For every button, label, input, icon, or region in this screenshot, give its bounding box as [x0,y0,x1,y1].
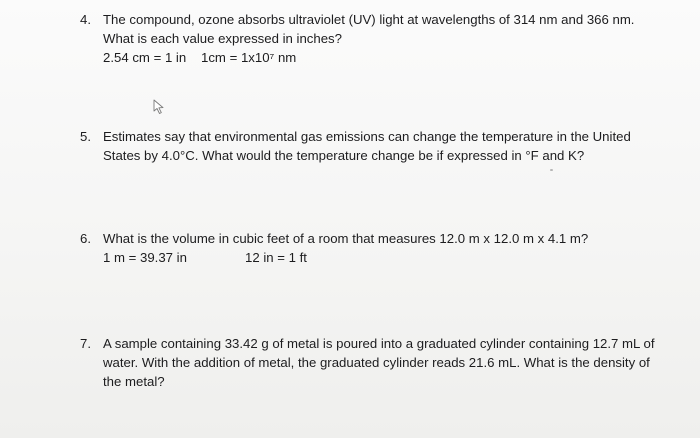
question-number: 6. [80,231,91,246]
question-number: 4. [80,12,91,27]
question-first-line [80,10,680,29]
scan-speck [550,169,553,171]
conversion-factors [80,248,680,267]
question-first-line [80,229,680,248]
question-text-line-1: A sample containing 33.42 g of metal is poured into a graduated cylinder containing 12.7 mL of [103,336,655,351]
conversion-factor-2: 12 in = 1 ft [245,250,307,265]
conversion-factor-2: 1cm = 1x10⁷ nm [201,50,297,65]
question-first-line [80,334,680,353]
question-text-line-2: States by 4.0°C. What would the temperature change be if expressed in °F and K? [103,148,585,163]
question-number: 7. [80,336,91,351]
question-text-line-1: The compound, ozone absorbs ultraviolet (UV) light at wavelengths of 314 nm and 366 nm. [103,12,635,27]
question-6 [80,229,680,267]
question-4 [80,10,680,67]
question-text-line-2: What is each value expressed in inches? [103,31,342,46]
question-7 [80,334,680,391]
conversion-factor-1: 1 m = 39.37 in [103,250,187,265]
question-text-line-3: the metal? [103,374,165,389]
mouse-pointer-icon [153,99,165,115]
question-5 [80,127,680,165]
conversion-factors [80,48,680,67]
question-number: 5. [80,129,91,144]
conversion-factor-1: 2.54 cm = 1 in [103,50,187,65]
question-text-line-1: What is the volume in cubic feet of a room that measures 12.0 m x 12.0 m x 4.1 m? [103,231,589,246]
question-text-line-2: water. With the addition of metal, the graduated cylinder reads 21.6 mL. What is the density of [103,355,650,370]
question-text-line-1: Estimates say that environmental gas emissions can change the temperature in the United [103,129,631,144]
question-first-line [80,127,680,146]
